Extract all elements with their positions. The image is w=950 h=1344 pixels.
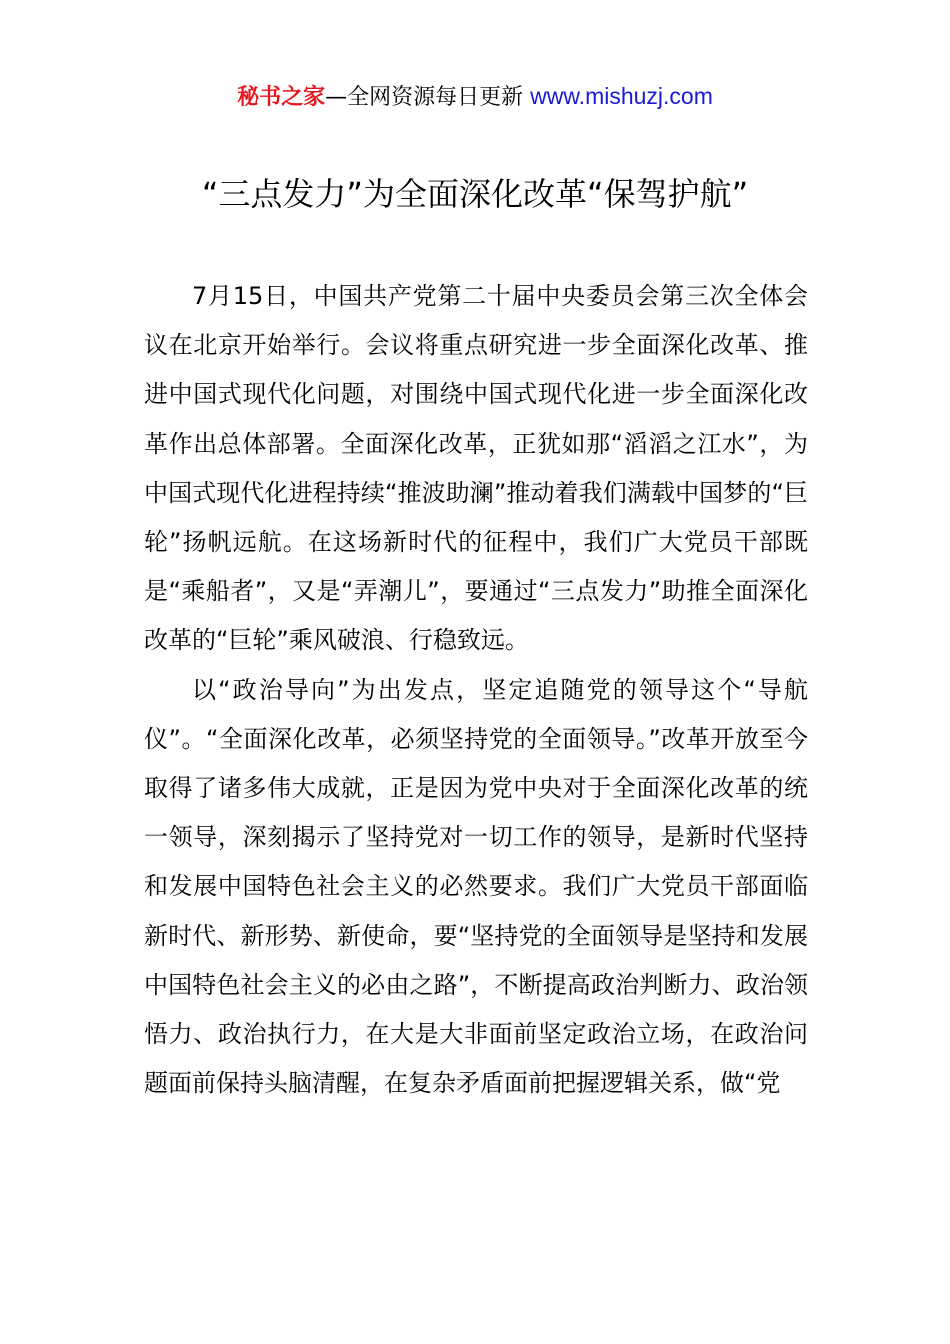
site-header	[0, 80, 950, 114]
site-url-link[interactable]: www.mishuzj.com	[530, 83, 713, 109]
paragraph-2: 以“政治导向”为出发点，坚定追随党的领导这个“导航仪”。“全面深化改革，必须坚持党的全面领导。”改革开放至今取得了诸多伟大成就，正是因为党中央对于全面深化改革的统一领导，深刻揭示了坚持党对一切工作的领导，是新时代坚持和发展中国特色社会主义的必然要求。我们广大党员干部面临新时代、新形势、新使命，要“坚持党的全面领导是坚持和发展中国特色社会主义的必由之路”，不断提高政治判断力、政治领悟力、政治执行力，在大是大非面前坚定政治立场，在政治问题面前保持头脑清醒，在复杂矛盾面前把握逻辑关系，做“党	[144, 675, 808, 1098]
brand-name: 秘书之家	[237, 85, 326, 110]
paragraph-1: 7月15日，中国共产党第二十届中央委员会第三次全体会议在北京开始举行。会议将重点研究进一步全面深化改革、推进中国式现代化问题，对围绕中国式现代化进一步全面深化改革作出总体部署。全面深化改革，正犹如那“滔滔之江水”，为中国式现代化进程持续“推波助澜”推动着我们满载中国梦的“巨轮”扬帆远航。在这场新时代的征程中，我们广大党员干部既是“乘船者”，又是“弄潮儿”，要通过“三点发力”助推全面深化改革的“巨轮”乘风破浪、行稳致远。	[144, 282, 808, 655]
document-body	[144, 272, 808, 1108]
document-title: “三点发力”为全面深化改革“保驾护航”	[201, 175, 749, 213]
header-tagline: —全网资源每日更新	[325, 85, 524, 110]
